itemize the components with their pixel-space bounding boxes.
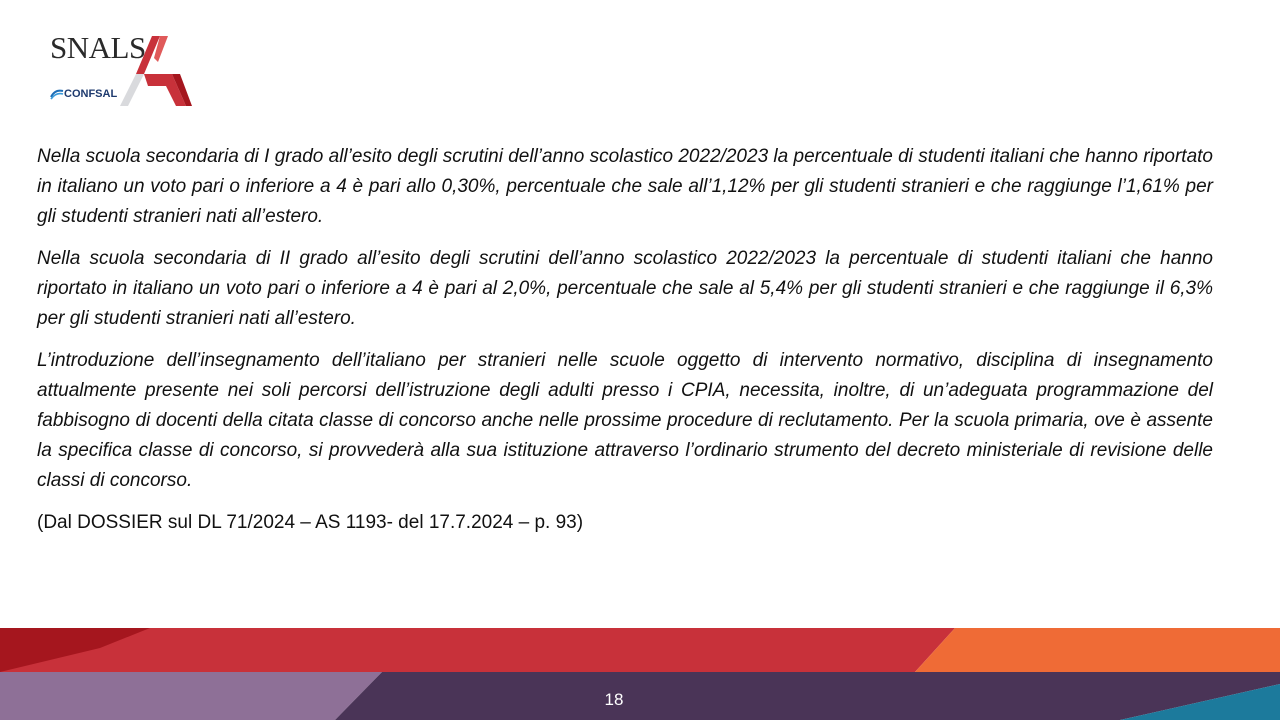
page-number: 18	[604, 690, 624, 709]
footer-band	[0, 628, 1280, 720]
confsal-swirl-icon	[50, 88, 64, 100]
footer-decoration	[0, 628, 1280, 720]
logo-title: SNALS	[50, 30, 146, 65]
paragraph-secondary-second-grade: Nella scuola secondaria di II grado all’esito degli scrutini dell’anno scolastico 2022/2023 la percentuale di studenti italiani che hanno riportato in italiano un voto pari o inferiore a 4 è pari al 2,0%, percentuale che sale al 5,4% per gli studenti stranieri e che raggiunge il 6,3% per gli studenti stranieri nati all’estero.	[37, 248, 1213, 329]
logo-mark-icon	[114, 34, 192, 106]
paragraph-italian-for-foreigners: L’introduzione dell’insegnamento dell’italiano per stranieri nelle scuole oggetto di intervento normativo, disciplina di insegnamento attualmente presente nei soli percorsi dell’istruzione degli adulti presso i CPIA, necessita, inoltre, di un’adeguata programmazione del fabbisogno di docenti della citata classe di concorso anche nelle prossime procedure di reclutamento. Per la scuola primaria, ove è assente la specifica classe di concorso, si provvederà alla sua istituzione attraverso l’ordinario strumento del decreto ministeriale di revisione delle classi di concorso.	[37, 350, 1213, 491]
snals-confsal-logo	[48, 30, 193, 106]
paragraph-secondary-first-grade: Nella scuola secondaria di I grado all’esito degli scrutini dell’anno scolastico 2022/2023 la percentuale di studenti italiani che hanno riportato in italiano un voto pari o inferiore a 4 è pari allo 0,30%, percentuale che sale all’1,12% per gli studenti stranieri e che raggiunge l’1,61% per gli studenti stranieri nati all’estero.	[37, 146, 1213, 227]
source-citation: (Dal DOSSIER sul DL 71/2024 – AS 1193- del 17.7.2024 – p. 93)	[37, 512, 584, 533]
slide-body	[37, 142, 1213, 538]
logo-subtitle: CONFSAL	[64, 88, 118, 100]
